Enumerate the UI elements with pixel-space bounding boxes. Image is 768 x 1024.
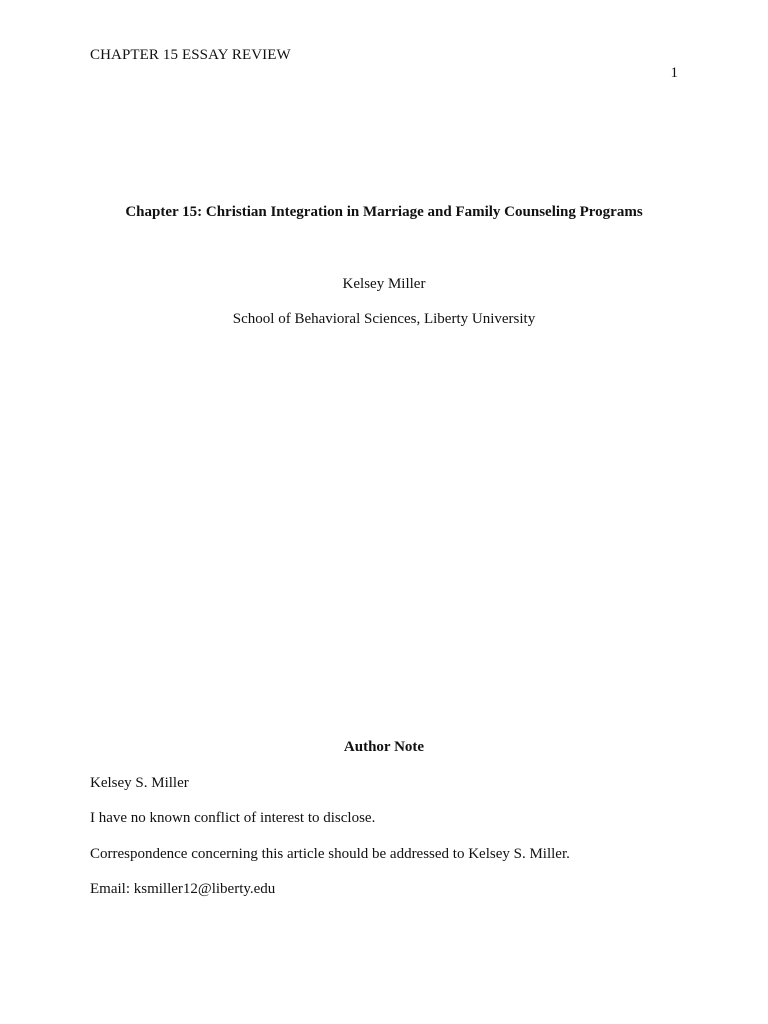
page-number: 1 bbox=[670, 65, 678, 81]
author-name: Kelsey Miller bbox=[342, 276, 426, 292]
author-note-heading: Author Note bbox=[343, 739, 425, 755]
author-note-correspondence: Correspondence concerning this article should be addressed to Kelsey S. Miller. bbox=[90, 846, 570, 862]
author-note-email: Email: ksmiller12@liberty.edu bbox=[90, 881, 276, 897]
author-affiliation: School of Behavioral Sciences, Liberty University bbox=[232, 311, 536, 327]
paper-title: Chapter 15: Christian Integration in Marriage and Family Counseling Programs bbox=[125, 204, 643, 220]
running-head: CHAPTER 15 ESSAY REVIEW bbox=[90, 47, 291, 63]
author-note-name: Kelsey S. Miller bbox=[90, 775, 189, 791]
author-note-conflict: I have no known conflict of interest to disclose. bbox=[90, 810, 376, 826]
